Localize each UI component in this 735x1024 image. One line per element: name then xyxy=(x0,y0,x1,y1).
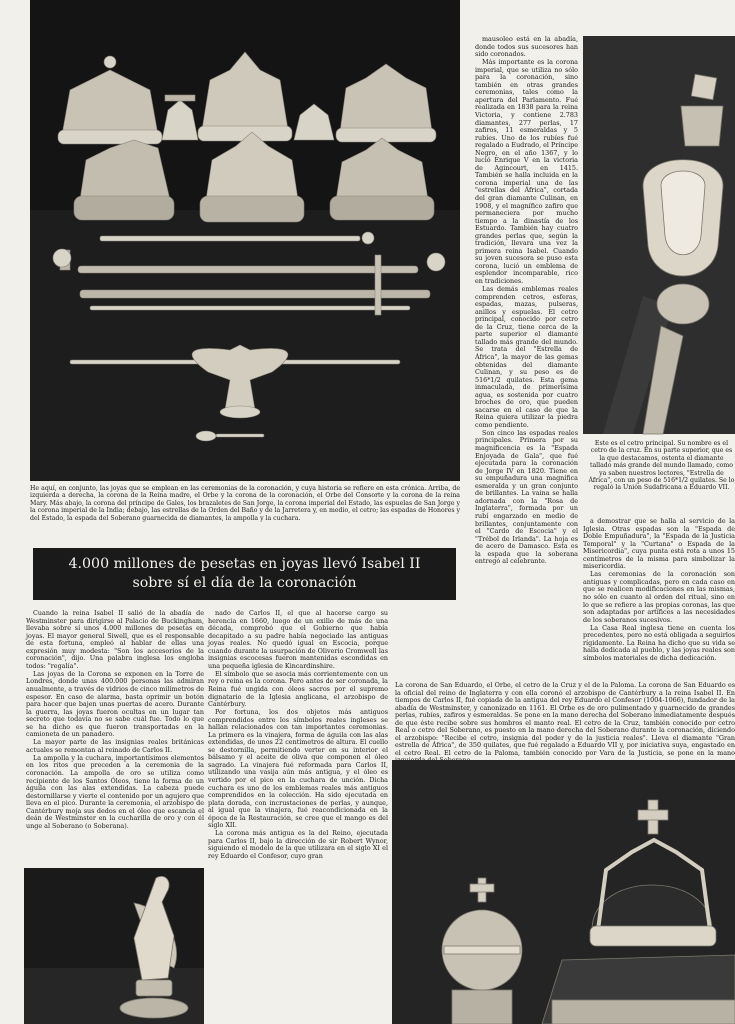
paragraph: La ampolla y la cuchara, importantísimos elementos en los ritos que preceden a la ceremonia de la coronación. La ampolla de oro se utiliza como recipiente de los Santos Óleos, tiene la forma de un águila con las alas extendidas. La cabeza puede destornillarse y vierte el contenido por un agujero que lleva en el pico. Durante la ceremonia, el arzobispo de Cantérbury moja sus dedos en el óleo que escancia el deán de Westminster en la cucharilla de oro y con él unge al Soberano (o Soberana). xyxy=(26,753,204,830)
paragraph: Las ceremonias de la coronación son antiguas y complicadas, pero en cada caso en que se realicen modificaciones en las mismas, no sólo en cuanto al orden del ritual, sino en lo que se refiere a las propias coronas, las que son adaptadas por artífices a las necesidades de los soberanos sucesivos. xyxy=(583,570,735,624)
paragraph: Las joyas de la Corona se exponen en la Torre de Londres, donde unas 400.000 personas las admiran anualmente, a través de vidrios de cinco milímetros de espesor. En caso de alarma, basta oprimir un botón para hacer que bajen unas puertas de acero. Durante la guerra, las joyas fueron ocultas en un lugar tan secreto que todavía no se sabe cuál fue. Todo lo que se ha dicho es que fueron transportadas en la camioneta de un panadero. xyxy=(26,669,204,739)
article-column-right-top xyxy=(475,36,578,566)
paragraph: La Casa Real inglesa tiene en cuenta los precedentes, pero no está obligada a seguirlos rígidamente. La Reina ha dicho que su vida se halla dedicada al pueblo, y las joyas reales son símbolos materiales de dicha dedicación. xyxy=(583,623,735,662)
main-photo-caption: He aquí, en conjunto, las joyas que se emplean en las ceremonias de la coronación, y cuya historia se refiere en esta crónica. Arriba, de izquierda a derecha, la corona de la Reina madre, el Orbe y la corona de la coronación, el Orbe del Consorte y la corona de la reina Mary. Más abajo, la corona del príncipe de Gales, los brazaletes de San Jorge, la corona imperial del Estado, las espuelas de San Jorge y la corona imperial de la India; debajo, las estrellas de la Orden del Baño y de la Jarretera y, en medio, el cetro; las espadas de Honores y del Estado, la espada del Soberano guarnecida de diamantes, la ampolla y la cuchara. xyxy=(30,485,460,522)
ampulla-eagle-photo xyxy=(24,868,204,1024)
paragraph: nado de Carlos II, el que al hacerse cargo su herencia en 1660, luego de un exilio de más de una década, comprobó que el Gobierno que había decapitado a su padre había negociado las antiguas joyas reales. No quedó igual en Escocia, porque cuando durante la usurpación de Oliverio Cromwell las insignias escocesas fueron mantenidas escondidas en una pequeña iglesia de Kincardinshire. xyxy=(208,609,388,670)
headline-line-1: 4.000 millones de pesetas en joyas llevó Isabel II xyxy=(68,556,421,572)
crown-orb-illustration xyxy=(392,760,735,1024)
paragraph: Las demás emblemas reales comprenden cetros, esferas, espadas, mazas, pulseras, anillos y espuelas. El cetro principal, conocido por cetro de la Cruz, tiene cerca de la parte superior el diamante tallado más grande del mundo. Se trata del "Estrella de África", la mayor de las gemas obtenidas del diamante Culinan, y su peso es de 516*1/2 quilates. Esta gema inmaculada, de primerísima agua, es sostenida por cuatro broches de oro, que pueden sacarse en el caso de que la Reina quiera utilizar la piedra como pendiente. xyxy=(475,285,578,429)
sceptre-illustration xyxy=(583,36,735,434)
crown-orb-caption: La corona de San Eduardo, el Orbe, el cetro de la Cruz y el de la Paloma. La corona de San Eduardo es la oficial del reino de Inglaterra y con ella coronó el arzobispo de Cantérbury a la reina Isabel II. En tiempos de Carlos II, fué copiada de la antigua del rey Eduardo el Confesor (1004-1066), fundador de la abadía de Westminster, y canonizado en 1161. El Orbe es de oro pulimentado y guarnecido de grandes perlas, rubíes, zafiros y esmeraldas. Se pone en la mano derecha del Soberano inmediatamente después de que éste recibe sobre sus hombros el manto real. El cetro de la Cruz, también conocido por cetro Real o cetro del Soberano, es puesto en la mano derecha del Soberano durante la coronación, diciendo el arzobispo: "Recibe el cetro, insignia del poder y de la justicia reales". Lleva el diamante "Gran estrella de África", de 350 quilates, que fué regalado a Eduardo VII y, por iniciativa suya, engastado en el cetro Real. El cetro de la Paloma, también conocido por Vara de la Justicia, se pone en la mano xyxy=(395,681,735,757)
paragraph: Cuando la reina Isabel II salió de la abadía de Westminster para dirigirse al Palacio de Buckingham, llevaba sobre sí unos 4.000 millones de pesetas en joyas. El mayor general Siwell, que es el responsable de esta fortuna, empleó al hablar de ellas una expresión muy modesta: "Son los accesorios de la coronación", dijo. Una palabra inglesa los engloba todos: "regalía". xyxy=(26,609,204,670)
eagle-illustration xyxy=(24,868,204,1024)
paragraph: La corona más antigua es la del Reino, ejecutada para Carlos II, bajo la dirección de sir Robert Wynor, siguiendo el modelo de la que utilizara en el siglo XI el rey Eduardo el Confesor, cuyo gran xyxy=(208,829,388,860)
sceptre-photo xyxy=(583,36,735,434)
paragraph: Más importante es la corona imperial, que se utiliza no sólo para la coronación, sino también en otras grandes ceremonias, tales como la apertura del Parlamento. Fué realizada en 1838 para la reina Victoria, y contiene 2.783 diamantes, 277 perlas, 17 zafiros, 11 esmeraldas y 5 rubíes. Uno de los rubíes fué regalado a Eudrado, el Príncipe Negro, en el año 1367, y lo lució Enrique V en la victoria de Agincourt, en 1415. También se halla incluida en la corona imperial una de las "estrellas del África", cortada del gran diamante Culinan, en 1908, y el magnífico zafiro que permaneciera por mucho tiempo a la dinastía de los Estuardo. También hay cuatro grandes perlas que, según la tradición, llevara una vez la primera reina Isabel. Cuando su joven sucesora se puso esta corona, lució un emblema de esplendor incomparable, rico en tradiciones. xyxy=(475,58,579,285)
crown-jewels-photo xyxy=(30,0,460,481)
headline-line-2: sobre sí el día de la coronación xyxy=(132,575,357,591)
paragraph: El símbolo que se asocia más corrientemente con un rey o reina es la corona. Pero antes de ser coronada, la Reina fué ungida con óleos sacros por el supremo dignatario de la Iglesia anglicana, el arzobispo de Cantérbury. xyxy=(208,669,388,709)
article-column-right-mid xyxy=(583,518,735,678)
paragraph: a demostrar que se halla al servicio de la Iglesia. Otras espadas son la "Espada de Doble Empuñadura", la "Espada de la Justicia Temporal" y la "Curtana" o Espada de la Misericordia", cuya punta está rota a unos 15 centímetros de la misma para simbolizar la misericordia. xyxy=(583,517,735,571)
crown-jewels-illustration xyxy=(30,0,460,481)
article-column-2 xyxy=(208,610,388,1024)
paragraph: La mayor parte de las insignias reales británicas actuales se remontan al reinado de Carlos II. xyxy=(26,738,204,754)
sceptre-caption: Este es el cetro principal. Su nombre es el cetro de la cruz. En su parte superior, que es la que destacamos, ostenta el diamante tallado más grande del mundo llamado, como ya saben nuestros lectores, "Estrella de África", con un peso de 516*1/2 quilates. Se lo regaló la Unión Sudafricana a Eduardo VII. xyxy=(588,440,735,492)
article-column-1 xyxy=(26,610,204,865)
paragraph: Por fortuna, los dos objetos más antiguos comprendidos entre los símbolos reales ingleses se hallan relacionados con tan importantes ceremonias. La primera es la vinajera, forma de águila con las alas extendidas, de unos 22 centímetros de altura. El cuello se destornilla, permitiendo verter en su interior el bálsamo y el aceite de oliva que componen el óleo sagrado. La vinajera fué reformada para Carlos II, utilizando una vasija aún más antigua, y el óleo es vertido por el pico en la cuchara de unción. Dicha cuchara es uno de los emblemas reales más antiguos comprendidos en la colección. Ha sido ejecutada en plata dorada, con incrustaciones de perlas, y aunque, al igual que la vinajera, fué reacondicionada en la época de la Restauración, se cree que el mango es del siglo XII. xyxy=(208,708,388,830)
headline-banner xyxy=(33,548,456,600)
crown-orb-photo xyxy=(392,760,735,1024)
paragraph: mausoleo está en la abadía, donde todos sus sucesores han sido coronados. xyxy=(475,35,578,59)
paragraph: Son cinco las espadas reales principales. Primera por su magnificencia es la "Espada Enjoyada de Gala", que fué ejecutada para la coronación de Jorge IV en 1820. Tiene en su empuñadura una magnífica esmeralda y un gran conjunto de brillantes. La vaina se halla adornada con la "Rosa de Inglaterra", formada por un rubí engarzado en medio de brillantes, conjuntamente con el "Cardo de Escocia" y el "Trébol de Irlanda". La hoja es de acero de Damasco. Esta es la espada que la soberana entregó al celebrante. xyxy=(475,428,578,566)
